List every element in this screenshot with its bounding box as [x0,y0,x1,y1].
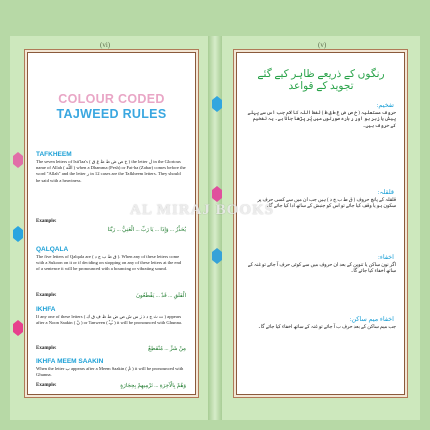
section-heading-qalqala: QALQALA [36,246,69,253]
example-label: Example: [36,383,57,388]
section-body-qalqala: The five letters of Qalqala are ( ق ط ب ج د ). When any of these letters come with a Sukoon on it or if deciding on stopping on any of these letters at the end of a sentence it will be pronounced with a bouncing or vibrating sound. [36,254,182,272]
example-label: Example: [36,346,57,351]
page-title-line2: TAJWEED RULES [56,107,167,121]
urdu-body-ikhfa: اگر نون ساکن یا تنوین کے بعد ان حروف میں سے کوئی حرف آ جائے تو غنہ کے ساتھ اخفاء کیا جائے گا۔ [247,263,396,275]
urdu-body-tafkheem: حروف مستعلیہ ( خ ص ض غ ط ق ظ ) لفظ اللہ کا لام جب اس سے پہلے پیش یا زبر ہو اور ر بارہ صورتوں میں پُر پڑھا جاتا ہے۔ یہ تفخیم کے حروف ہیں۔ [247,111,396,129]
example-label: Example: [36,293,57,298]
example-arabic-text: مِنْ شَرِّ ... مُنْقَطِعٌ [148,346,186,352]
section-body-ikhfa-meem-saakin: When the letter ب appears after a Meem Saakin ( مْ ) it will be pronounced with Ghunna. [36,366,184,378]
example-label: Example: [36,219,57,224]
urdu-page-title: رنگوں کے ذریعے ظاہر کیے گئے تجوید کے قواعد [257,69,385,92]
urdu-heading-tafkheem: تفخیم: [376,102,394,109]
watermark: AL MIRAJ BOOKS [130,202,275,218]
example-arabic-text: وَهُمْ بِالْآخِرَةِ ... تَرْمِيهِمْ بِحِجَارَةٍ [120,383,186,389]
left-page-number: (vi) [100,41,111,49]
urdu-heading-qalqala: قلقلہ: [377,189,394,196]
section-body-ikhfa: If any one of these letters ( ت ث ج د ذ ز س ش ص ض ط ظ ف ق ك ) appears after a Noon Saakin ( نْ ) or Tanween ( ـًـٍـٌ ) it will be pronounced with Ghunna. [36,314,183,326]
urdu-heading-ikhfa-meem-saakin: اخفاء میم ساکن: [349,316,394,323]
example-arabic-text: الْفَلَقِ ... قَدْ ... يَقْطَعُونَ [135,293,186,299]
left-page-frame [27,52,196,395]
urdu-body-qalqala: قلقلہ کے پانچ حروف ( ق ط ب ج د ) ہیں جب ان میں سے کسی حرف پر سکون ہو یا وقف کیا جائے تو اس کو جنبش کے ساتھ ادا کیا جائے گا۔ [257,198,396,210]
urdu-heading-ikhfa: اخفاء: [378,254,394,261]
right-page-number: (v) [318,41,327,49]
section-body-tafkheem: The seven letters of Isti'laa's ( خ ص ض ط ظ غ ق ) the letter ل in the Glorious name of Allah ( اللّٰه ) when a Dhamma (Pesh) or Fat-ha (Zabar) comes before the word "Allah" and the letter ر in 12 cases are the Tafkheem letters. They should be said with a heaviness. [36,159,186,183]
section-heading-tafkheem: TAFKHEEM [36,151,72,158]
example-arabic-text: يُحَذِّرُ ... وَإِذَا ... يَا رَبِّ ... الْغَنِيُّ ... رَبَّنَا [107,227,186,233]
book-gutter [208,36,222,420]
right-page-frame [236,52,405,395]
page-title-line1: COLOUR CODED [58,92,165,106]
urdu-body-ikhfa-meem-saakin: جب میم ساکن کے بعد حرف ب آ جائے تو غنہ کے ساتھ اخفاء کیا جائے گا۔ [257,325,396,330]
section-heading-ikhfa-meem-saakin: IKHFA MEEM SAAKIN [36,358,104,365]
section-heading-ikhfa: IKHFA [36,306,56,313]
